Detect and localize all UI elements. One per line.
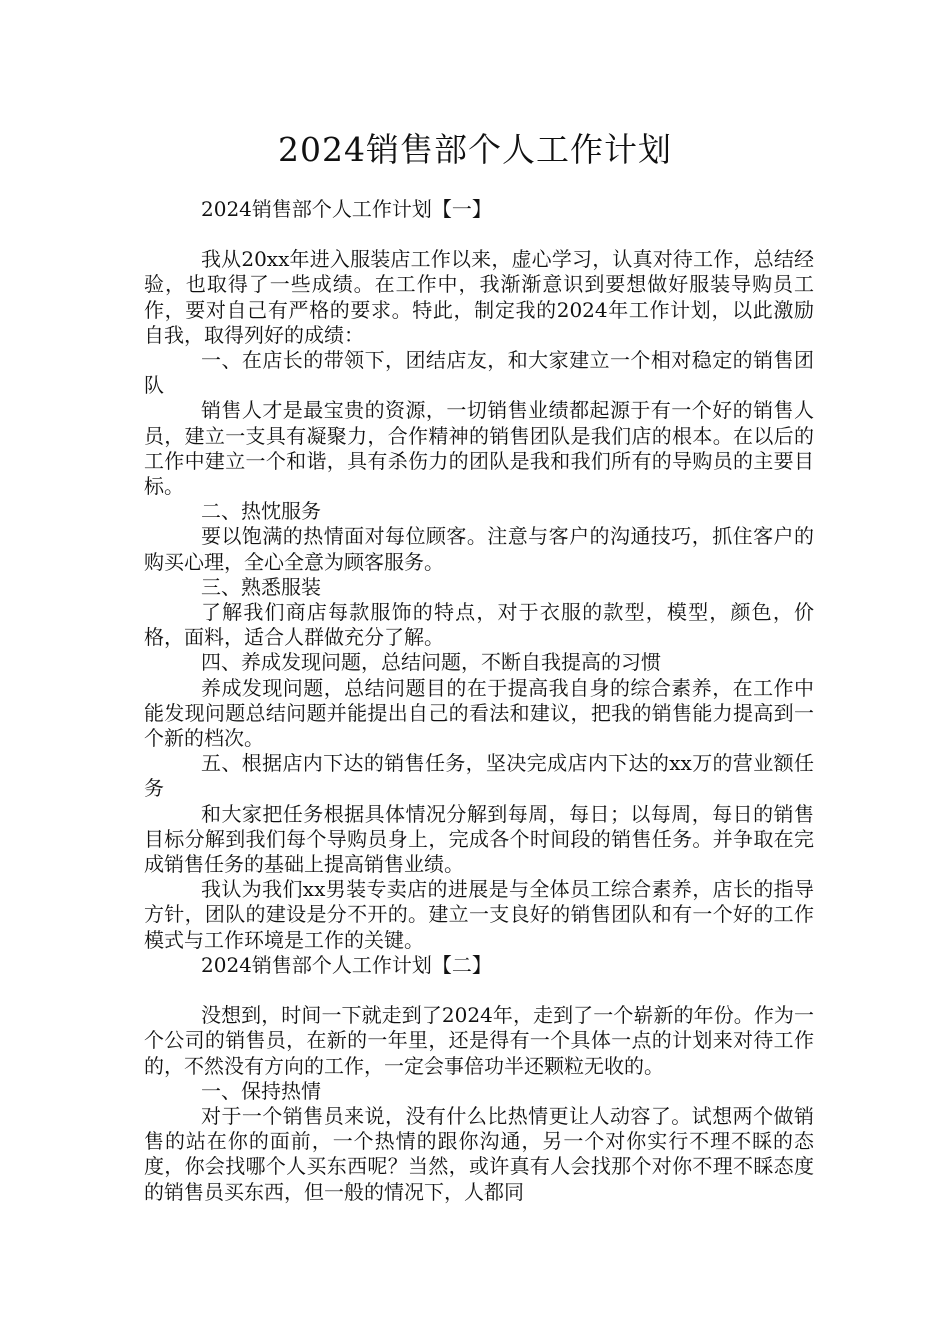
part1-item5-heading: 五、根据店内下达的销售任务，坚决完成店内下达的xx万的营业额任务 [144,751,814,801]
part1-item4-text: 养成发现问题，总结问题目的在于提高我自身的综合素养，在工作中能发现问题总结问题并能提出自己的看法和建议，把我的销售能力提高到一个新的档次。 [144,675,814,751]
spacer [144,978,814,1003]
part1-item1-text: 销售人才是最宝贵的资源，一切销售业绩都起源于有一个好的销售人员，建立一支具有凝聚力，合作精神的销售团队是我们店的根本。在以后的工作中建立一个和谐，具有杀伤力的团队是我和我们所有的导购员的主要目标。 [144,398,814,499]
document-body [144,197,814,1205]
part2-heading: 2024销售部个人工作计划【二】 [201,952,492,977]
part1-intro: 我从20xx年进入服装店工作以来，虚心学习，认真对待工作，总结经验，也取得了一些成绩。在工作中，我渐渐意识到要想做好服装导购员工作，要对自己有严格的要求。特此，制定我的2024年工作计划，以此激励自我，取得列好的成绩： [144,247,814,347]
part1-item4-heading: 四、养成发现问题，总结问题，不断自我提高的习惯 [201,650,661,675]
part1-item5-text: 和大家把任务根据具体情况分解到每周，每日；以每周，每日的销售目标分解到我们每个导购员身上，完成各个时间段的销售任务。并争取在完成销售任务的基础上提高销售业绩。 [144,801,814,877]
document-title: 2024销售部个人工作计划 [278,130,672,169]
part1-item3-heading: 三、熟悉服装 [201,574,321,599]
part2-item1-heading: 一、保持热情 [201,1078,321,1103]
part2-item1-text: 对于一个销售员来说，没有什么比热情更让人动容了。试想两个做销售的站在你的面前，一个热情的跟你沟通，另一个对你实行不理不睬的态度，你会找哪个人买东西呢？当然，或许真有人会找那个对你不理不睬态度的销售员买东西，但一般的情况下，人都同 [144,1103,814,1204]
spacer [144,222,814,247]
part1-item1-heading: 一、在店长的带领下，团结店友，和大家建立一个相对稳定的销售团队 [144,348,814,398]
part1-closing: 我认为我们xx男装专卖店的进展是与全体员工综合素养，店长的指导方针，团队的建设是分不开的。建立一支良好的销售团队和有一个好的工作模式与工作环境是工作的关键。 [144,877,814,952]
part1-heading: 2024销售部个人工作计划【一】 [201,197,492,221]
part2-intro: 没想到，时间一下就走到了2024年，走到了一个崭新的年份。作为一个公司的销售员，在新的一年里，还是得有一个具体一点的计划来对待工作的，不然没有方向的工作，一定会事倍功半还颗粒无收的。 [144,1003,814,1078]
part1-item2-heading: 二、热忱服务 [201,499,321,524]
part1-item2-text: 要以饱满的热情面对每位顾客。注意与客户的沟通技巧，抓住客户的购买心理，全心全意为顾客服务。 [144,524,814,574]
part1-item3-text: 了解我们商店每款服饰的特点，对于衣服的款型，模型，颜色，价格，面料，适合人群做充分了解。 [144,600,814,650]
